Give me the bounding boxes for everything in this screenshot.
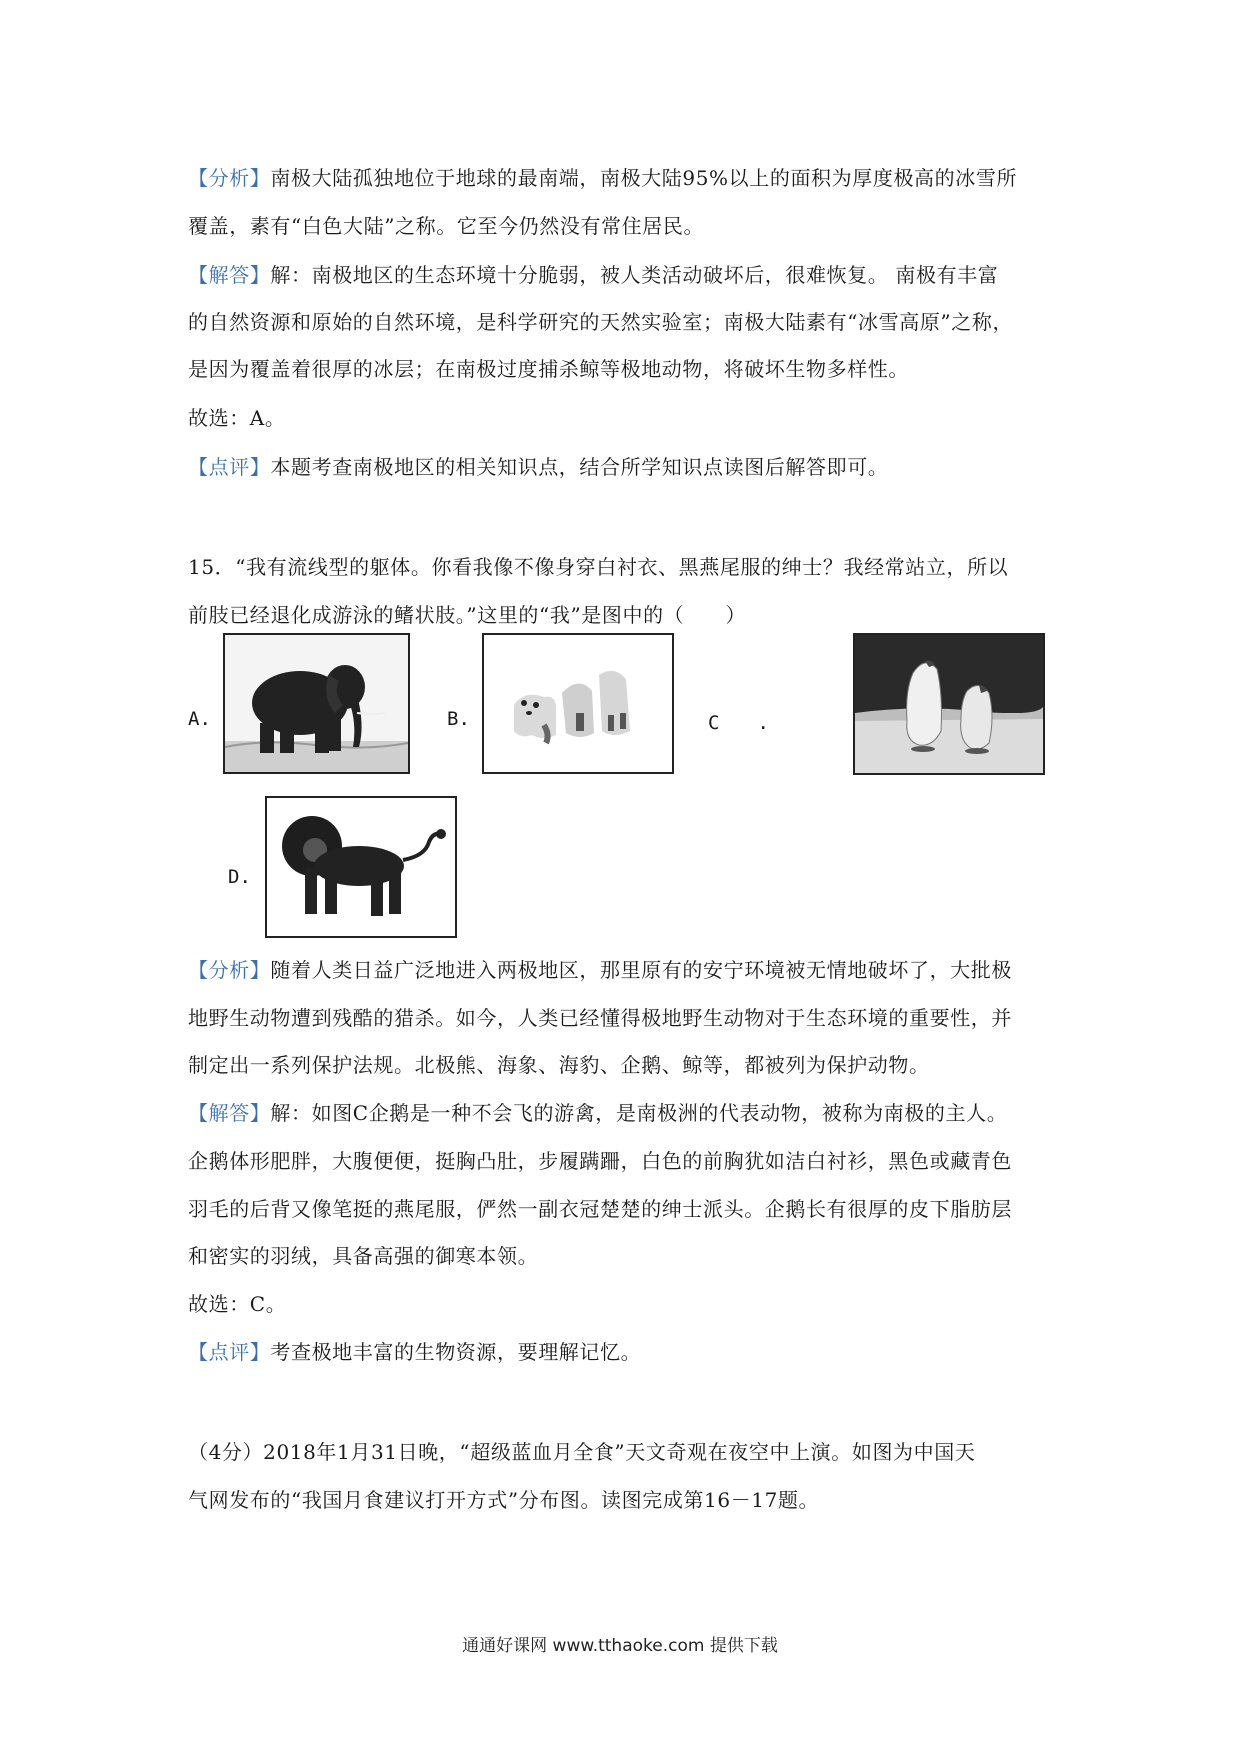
q15-review-text: 考查极地丰富的生物资源，要理解记忆。 [270,1340,642,1364]
q14-review-line [188,452,888,482]
q15-stem-line-2: 前肢已经退化成游泳的鳍状肢。”这里的“我”是图中的（ ） [188,603,747,627]
review-tag: 【点评】 [188,455,271,479]
polar-bears-image [482,633,674,774]
q14-analysis-text-1: 南极大陆孤独地位于地球的最南端，南极大陆95%以上的面积为厚度极高的冰雪所 [270,166,1018,190]
q15-answer-line-3: 羽毛的后背又像笔挺的燕尾服，俨然一副衣冠楚楚的绅士派头。企鹅长有很厚的皮下脂肪层 [188,1197,1012,1221]
q14-review-text: 本题考查南极地区的相关知识点，结合所学知识点读图后解答即可。 [270,455,889,479]
q15-analysis-line-3: 制定出一系列保护法规。北极熊、海象、海豹、企鹅、鲸等，都被列为保护动物。 [188,1053,930,1077]
q14-answer-line-3: 是因为覆盖着很厚的冰层；在南极过度捕杀鲸等极地动物，将破坏生物多样性。 [188,357,909,381]
q14-choice: 故选：A。 [188,406,286,430]
answer-tag: 【解答】 [188,1101,271,1125]
penguins-image [853,633,1045,775]
q15-analysis-line-1 [188,955,1012,985]
q16-stem-line-1: （4分）2018年1月31日晚，“超级蓝血月全食”天文奇观在夜空中上演。如图为中国天 [188,1440,976,1464]
answer-tag: 【解答】 [188,263,271,287]
q15-stem-line-1: 15．“我有流线型的躯体。你看我像不像身穿白衬衣、黑燕尾服的绅士？我经常站立，所以 [188,555,1009,579]
q15-analysis-text-1: 随着人类日益广泛地进入两极地区，那里原有的安宁环境被无情地破坏了，大批极 [270,958,1013,982]
q15-review-line [188,1337,641,1367]
analysis-tag: 【分析】 [188,166,271,190]
q15-answer-line-1 [188,1098,1007,1128]
q15-answer-text-1: 解：如图C企鹅是一种不会飞的游禽，是南极洲的代表动物，被称为南极的主人。 [270,1101,1008,1125]
q15-analysis-line-2: 地野生动物遭到残酷的猎杀。如今，人类已经懂得极地野生动物对于生态环境的重要性，并 [188,1006,1012,1030]
q14-answer-text-1: 解：南极地区的生态环境十分脆弱，被人类活动破坏后，很难恢复。 南极有丰富 [270,263,999,287]
option-d-label: D. [228,866,251,888]
q14-answer-line-2: 的自然资源和原始的自然环境，是科学研究的天然实验室；南极大陆素有“冰雪高原”之称， [188,310,1014,334]
option-c-label: C . [708,712,769,734]
q16-stem-line-2: 气网发布的“我国月食建议打开方式”分布图。读图完成第16－17题。 [188,1488,820,1512]
lion-image [265,796,457,938]
q15-answer-line-4: 和密实的羽绒，具备高强的御寒本领。 [188,1244,539,1268]
q15-answer-line-2: 企鹅体形肥胖，大腹便便，挺胸凸肚，步履蹒跚，白色的前胸犹如洁白衬衫，黑色或藏青色 [188,1149,1012,1173]
analysis-tag: 【分析】 [188,958,271,982]
option-a-label: A. [188,708,211,730]
q14-answer-line-1 [188,260,998,290]
option-b-label: B. [447,708,470,730]
q15-choice: 故选：C。 [188,1292,287,1316]
q14-analysis-line-2: 覆盖，素有“白色大陆”之称。它至今仍然没有常住居民。 [188,214,705,238]
elephant-image [223,633,410,774]
page-footer: 通通好课网 www.tthaoke.com 提供下载 [462,1636,778,1656]
q14-analysis-line-1 [188,163,1017,193]
review-tag: 【点评】 [188,1340,271,1364]
